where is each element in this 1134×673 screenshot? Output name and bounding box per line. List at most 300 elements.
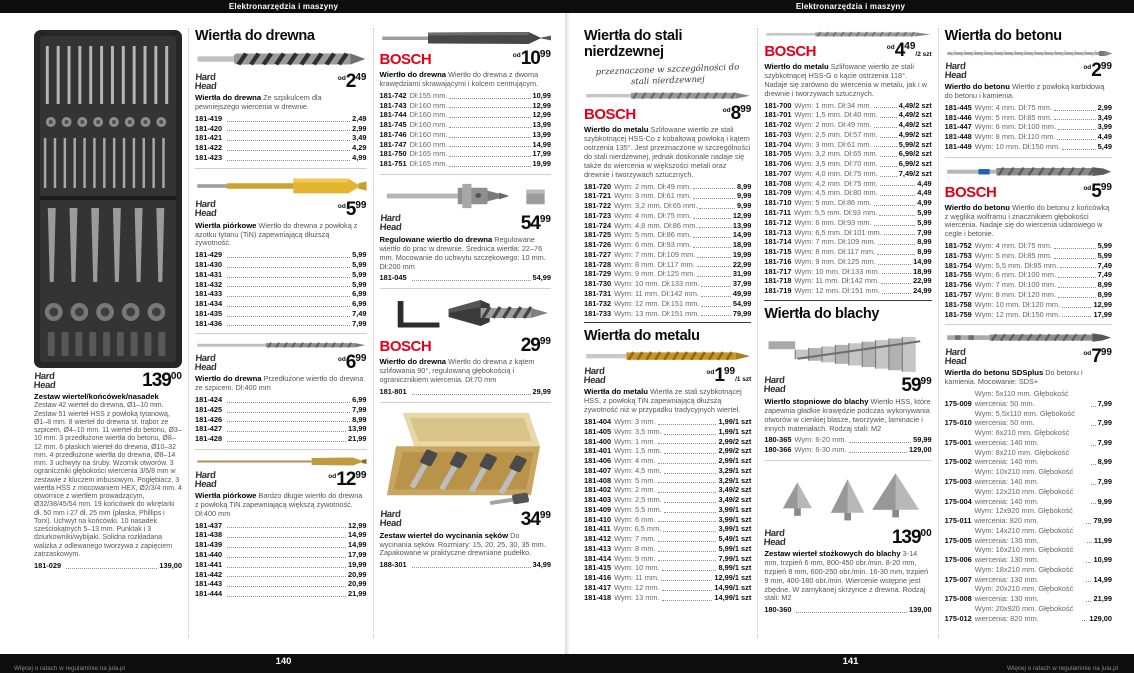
- table-row: [764, 445, 931, 455]
- article-price: 14,99: [532, 139, 551, 149]
- table-row: [380, 91, 552, 101]
- table-row: [764, 208, 931, 218]
- hardhead-logo: [194, 201, 217, 218]
- dot-leader: [664, 512, 717, 513]
- table-row: [584, 593, 751, 603]
- article-number: 181-718: [764, 276, 792, 286]
- article-price: 5,99: [917, 217, 932, 227]
- hardhead-logo: [194, 352, 217, 373]
- dot-leader: [227, 267, 350, 268]
- hardhead-logo: [944, 60, 967, 81]
- article-number: 181-711: [764, 207, 792, 217]
- article-number: 181-426: [195, 414, 223, 424]
- hardhead-logo-line1: Hard: [194, 469, 216, 481]
- price-cents: 99: [920, 375, 932, 387]
- product-description: [764, 549, 931, 603]
- article-price: 13,99: [348, 424, 367, 434]
- dot-leader: [449, 107, 530, 108]
- dot-leader: [878, 244, 916, 245]
- article-spec: Wym: 11 mm. Dł:142 mm.: [614, 289, 699, 299]
- price-prefix: od: [1083, 184, 1092, 192]
- table-row: [764, 267, 931, 277]
- table-row: [584, 191, 751, 201]
- table-row: [945, 584, 1112, 604]
- product-title: Regulowane wiertło do drewna: [379, 234, 493, 244]
- product-title: Wiertła do metalu: [584, 387, 649, 397]
- article-spec: Wym: 4,5 mm.: [614, 465, 662, 475]
- table-row: [584, 505, 751, 515]
- article-spec: Wym: 4 mm. Dł:75 mm.: [614, 210, 692, 220]
- article-price: 3,99/1 szt: [718, 504, 752, 514]
- article-price: 8,99: [352, 414, 367, 424]
- dot-leader: [697, 276, 730, 277]
- price-prefix: od: [337, 75, 346, 82]
- article-price: 4,49: [1097, 132, 1112, 142]
- article-price: 7,99: [352, 318, 367, 328]
- dot-leader: [227, 412, 350, 413]
- price-tag: [1083, 347, 1112, 366]
- article-number: 181-752: [944, 241, 972, 251]
- article-spec: Wym: 4,2 mm. Dł:75 mm.: [794, 178, 878, 188]
- dot-leader: [662, 590, 713, 591]
- brand-price-row: [380, 510, 552, 529]
- article-price: 1,99/1 szt: [718, 416, 752, 426]
- table-row: [584, 201, 751, 211]
- article-number: 181-440: [195, 549, 223, 559]
- table-row: [764, 179, 931, 189]
- price-tag: [521, 510, 551, 529]
- bosch-logo: BOSCH: [379, 51, 432, 68]
- article-number: 175-012: [944, 613, 972, 623]
- article-spec: Wym: 5,5 mm. Dł:85 mm.: [974, 260, 1059, 270]
- article-number: 181-719: [764, 286, 792, 296]
- article-number: 181-416: [584, 573, 612, 583]
- dot-leader: [412, 394, 531, 395]
- article-number: 181-704: [764, 139, 792, 149]
- article-spec: Wym: 11 mm.: [614, 573, 660, 583]
- product-title: Wiertła do betonu SDSplus: [944, 368, 1044, 378]
- table-row: [764, 257, 931, 267]
- article-number: 181-801: [379, 386, 407, 396]
- table-row: [584, 309, 751, 319]
- article-spec: Wym: 7 mm. Dł:100 mm.: [974, 280, 1057, 290]
- article-spec: Dł:160 mm.: [409, 100, 448, 110]
- dot-leader: [227, 296, 350, 297]
- dot-leader: [874, 127, 897, 128]
- article-price: 10,99: [1093, 555, 1112, 565]
- dot-leader: [699, 208, 735, 209]
- table-row: [195, 434, 367, 444]
- price-tag: [338, 72, 367, 91]
- hardhead-logo-line2: Head: [944, 69, 967, 81]
- table-row: [584, 583, 751, 593]
- article-price: 5,99: [1097, 241, 1112, 251]
- table-row: [195, 415, 367, 425]
- dot-leader: [1060, 267, 1096, 268]
- table-row: [195, 270, 367, 280]
- table-row: [195, 280, 367, 290]
- table-row: [195, 319, 367, 329]
- article-price: 17,99: [1093, 309, 1112, 319]
- article-price: 8,99: [917, 237, 932, 247]
- article-number: 181-725: [584, 230, 612, 240]
- brand-price-row: [380, 214, 552, 233]
- bosch-logo: BOSCH: [764, 43, 816, 60]
- table-row: [584, 427, 751, 437]
- article-number: 181-747: [379, 139, 407, 149]
- table-row: [380, 387, 552, 397]
- table-row: [195, 521, 367, 531]
- hardhead-logo-line2: Head: [583, 374, 606, 386]
- article-price: 7,99: [1097, 398, 1112, 408]
- dot-leader: [663, 531, 716, 532]
- article-number: 181-727: [584, 249, 612, 259]
- table-row: [380, 273, 552, 283]
- article-spec: Wym: 6,5 mm.: [613, 524, 662, 534]
- price-cents: 99: [740, 104, 752, 116]
- step-drill-image: [764, 327, 931, 373]
- table-row: [764, 237, 931, 247]
- price-cents: 49: [355, 72, 367, 83]
- article-spec: Wym: 2,5 mm. Dł:57 mm.: [794, 129, 878, 139]
- product-title: Wiertło do betonu: [944, 202, 1010, 212]
- table-row: [945, 142, 1112, 152]
- dot-leader: [658, 492, 717, 493]
- article-price: 7,99: [1097, 418, 1112, 428]
- article-number: 181-705: [764, 149, 792, 159]
- product-description-text: Do betonu i kamienia. Mocowanie: SDS+: [944, 368, 1083, 387]
- article-rows: [764, 605, 931, 615]
- article-spec: Wym: 4,5 mm. Dł:80 mm.: [794, 188, 878, 198]
- article-price: 5,49: [1097, 141, 1112, 151]
- price-whole: 54: [520, 212, 540, 234]
- article-price: 2,99/2 szt: [718, 446, 752, 456]
- table-row: [195, 395, 367, 405]
- product-description-text: Do wycinania sęków. Rozmiary: 15, 20, 25, 30, 35 mm. Zapakowane w praktyczne drewniane pudełko.: [379, 530, 546, 558]
- dot-leader: [697, 257, 730, 258]
- countersink-image: [380, 295, 552, 333]
- dot-leader: [874, 225, 916, 226]
- product-block: [195, 333, 367, 444]
- spade-gold-long-image: [195, 456, 367, 467]
- table-row: [584, 289, 751, 299]
- article-number: 175-009: [944, 398, 972, 408]
- dot-leader: [658, 521, 717, 522]
- hardhead-logo-line1: Hard: [944, 60, 966, 72]
- article-rows: [195, 114, 367, 163]
- price-whole: 7: [1091, 346, 1101, 368]
- article-number: 181-403: [584, 495, 612, 505]
- article-number: 181-448: [944, 132, 972, 142]
- article-price: 139,00: [159, 561, 182, 570]
- hardhead-logo-line2: Head: [378, 222, 402, 234]
- article-price: 5,99: [352, 260, 367, 270]
- article-price: 5,99/1 szt: [718, 543, 752, 553]
- article-price: 2,99/1 szt: [718, 456, 752, 466]
- article-rows: [945, 389, 1112, 623]
- article-spec: Dł:165 mm.: [409, 159, 448, 169]
- table-row: [945, 132, 1112, 142]
- article-spec: Wym: 3,2 mm. Dł:65 mm.: [614, 201, 698, 211]
- article-number: 181-414: [584, 553, 612, 563]
- hardhead-logo: [379, 511, 402, 528]
- table-row: [195, 570, 367, 580]
- price-whole: 12: [336, 469, 356, 491]
- article-spec: Wym: 8 mm. Dł:110 mm.: [974, 132, 1056, 142]
- dot-leader: [880, 166, 897, 167]
- article-price: 7,99: [1097, 437, 1112, 447]
- article-spec: Wym: 7 mm. Dł:109 mm.: [794, 237, 876, 247]
- product-block: [584, 349, 751, 602]
- article-number: 181-742: [379, 90, 407, 100]
- article-spec: Wym: 4 mm.: [614, 456, 656, 466]
- product-block: [380, 30, 552, 169]
- page-141: [567, 13, 1134, 654]
- table-row: [764, 130, 931, 140]
- product-title: Wiertło do metalu: [764, 62, 829, 71]
- catalog-column: [578, 28, 757, 638]
- article-price: 21,99: [1093, 594, 1112, 604]
- product-description-text: Bardzo długie wiertło do drewna z powłoką TiN zapewniającą większą żywotność. Dł:400 mm: [195, 491, 363, 518]
- article-price: 3,99/1 szt: [718, 514, 752, 524]
- product-block: [380, 288, 552, 396]
- article-price: 19,99: [532, 159, 551, 169]
- hardhead-logo-line2: Head: [194, 478, 217, 490]
- article-spec: Wym: 10x210 mm. Głębokość wiercenia: 140 mm.: [974, 467, 1074, 486]
- article-spec: Wym: 1 mm. Dł:34 mm.: [794, 100, 872, 110]
- article-price: 8,99: [736, 181, 752, 191]
- price-whole: 34: [520, 508, 540, 530]
- article-spec: Wym: 6 mm. Dł:93 mm.: [794, 217, 872, 227]
- product-description: [380, 70, 552, 89]
- table-row: [945, 122, 1112, 132]
- article-price: 7,49/2 szt: [898, 168, 932, 178]
- dot-leader: [880, 117, 897, 118]
- table-row: [584, 466, 751, 476]
- article-spec: Dł:165 mm.: [409, 149, 448, 159]
- catalog-column: [188, 28, 373, 638]
- concrete-long-image: [945, 49, 1112, 58]
- article-number: 188-301: [379, 560, 407, 570]
- dot-leader: [449, 156, 530, 157]
- price-whole: 59: [901, 374, 921, 396]
- price-cents: 99: [1100, 347, 1112, 359]
- article-price: 14,99/1 szt: [714, 592, 752, 602]
- article-rows: [380, 91, 552, 169]
- price-tag: [338, 200, 367, 219]
- price-whole: 2: [345, 71, 356, 92]
- price-tag: [892, 528, 932, 547]
- article-number: 181-712: [764, 217, 792, 227]
- product-description: [584, 387, 751, 415]
- table-row: [584, 240, 751, 250]
- article-number: 181-433: [195, 289, 223, 299]
- product-description: [380, 235, 552, 272]
- article-price: 14,99: [348, 540, 367, 550]
- article-price: 9,99: [736, 201, 752, 211]
- table-row: [584, 182, 751, 192]
- article-price: 4,49/2 szt: [898, 100, 932, 110]
- article-spec: Wym: 3,5 mm. Dł:70 mm.: [794, 159, 878, 169]
- article-number: 181-745: [379, 120, 407, 130]
- dot-leader: [880, 176, 897, 177]
- article-spec: Wym: 1,5 mm. Dł:40 mm.: [794, 110, 878, 120]
- table-row: [945, 103, 1112, 113]
- article-number: 181-406: [584, 456, 612, 466]
- table-row: [380, 159, 552, 169]
- dot-leader: [66, 568, 157, 569]
- adjustable-image: [380, 181, 552, 211]
- article-price: 7,99/1 szt: [718, 553, 752, 563]
- price-whole: 2: [1091, 60, 1101, 81]
- article-spec: Wym: 5 mm. Dł:85 mm.: [974, 112, 1052, 122]
- dot-leader: [1054, 258, 1096, 259]
- article-price: 29,99: [532, 386, 551, 396]
- dot-leader: [1086, 523, 1091, 524]
- article-price: 5,99: [352, 250, 367, 260]
- table-row: [195, 579, 367, 589]
- table-row: [195, 309, 367, 319]
- dot-leader: [227, 140, 350, 141]
- article-spec: Wym: 8 mm. Dł:117 mm.: [794, 247, 876, 257]
- article-number: 181-733: [584, 308, 612, 318]
- product-description-text: Ze szpikulcem dla pewniejszego wiercenia w drewnie.: [195, 93, 322, 111]
- article-number: 181-757: [944, 290, 972, 299]
- price-cents: 99: [539, 213, 551, 225]
- price-prefix: od: [722, 107, 731, 115]
- article-number: 181-413: [584, 543, 612, 553]
- article-price: 14,99: [348, 530, 367, 540]
- product-description-text: Wiertło do betonu z końcówką z węglika wolframu i znacznikiem głębokości wiercenia. Nadaje się do wiercenia udarowego w cegle i betonie.: [944, 202, 1110, 239]
- product-block: [945, 157, 1112, 320]
- article-number: 175-001: [944, 437, 972, 447]
- article-number: 181-708: [764, 178, 792, 188]
- article-number: 181-422: [195, 143, 223, 153]
- article-number: 175-007: [944, 574, 972, 584]
- article-spec: Wym: 13 mm. Dł:151 mm.: [614, 308, 700, 318]
- price-tag: [521, 336, 551, 355]
- article-number: 181-723: [584, 210, 612, 220]
- hardhead-logo-line1: Hard: [194, 199, 216, 211]
- dot-leader: [227, 257, 350, 258]
- dot-leader: [658, 443, 717, 444]
- page-140: [0, 13, 567, 654]
- table-row: [380, 140, 552, 150]
- table-row: [764, 110, 931, 120]
- article-number: 181-415: [584, 563, 612, 573]
- article-price: 14,99: [1093, 574, 1112, 584]
- table-row: [380, 560, 552, 570]
- price-cents: 99: [355, 470, 367, 482]
- article-number: 175-003: [944, 476, 972, 486]
- article-price: 5,99: [917, 207, 932, 217]
- hardhead-logo-line2: Head: [194, 361, 217, 373]
- article-number: 181-717: [764, 266, 792, 276]
- product-description: [764, 62, 931, 99]
- wood-drill-image: [195, 49, 367, 69]
- article-number: 181-412: [584, 534, 612, 544]
- table-row: [945, 270, 1112, 280]
- article-price: 22,99: [732, 259, 752, 269]
- article-spec: Wym: 6 mm.: [614, 514, 656, 524]
- article-price: 8,99: [917, 247, 932, 257]
- hardhead-logo-line1: Hard: [379, 213, 401, 225]
- dot-leader: [227, 306, 350, 307]
- price-whole: 29: [520, 335, 540, 357]
- bosch-logo: BOSCH: [379, 338, 432, 356]
- article-number: 181-726: [584, 240, 612, 250]
- article-rows: [195, 521, 367, 599]
- section-heading: Wiertła do metalu: [584, 322, 751, 344]
- hardhead-logo-line2: Head: [194, 80, 217, 92]
- price-cents: 00: [170, 371, 182, 382]
- article-number: 181-743: [379, 100, 407, 110]
- article-spec: Wym: 6x210 mm. Głębokość wiercenia: 140 mm.: [974, 428, 1070, 447]
- table-row: [945, 409, 1112, 429]
- hardhead-logo-line2: Head: [944, 355, 967, 367]
- table-row: [764, 188, 931, 198]
- article-spec: Wym: 2 mm.: [614, 485, 656, 495]
- hardhead-logo: [763, 527, 787, 548]
- table-row: [945, 545, 1112, 565]
- hardhead-logo: [944, 346, 967, 367]
- sds-drill-image: [945, 331, 1112, 344]
- brand-price-row: [195, 470, 367, 489]
- article-number: 175-005: [944, 535, 972, 545]
- article-spec: Wym: 3 mm.: [614, 416, 656, 426]
- product-title: Zestaw wierteł do wycinania sęków: [379, 530, 509, 540]
- dot-leader: [882, 273, 911, 274]
- article-spec: Wym: 6 mm. Dł:100 mm.: [974, 122, 1057, 132]
- price-cents: 99: [1100, 61, 1112, 72]
- table-row: [380, 130, 552, 140]
- hardhead-logo: [194, 71, 217, 92]
- price-whole: 6: [345, 352, 356, 374]
- article-number: 181-746: [379, 129, 407, 139]
- article-spec: Dł:160 mm.: [409, 120, 448, 130]
- article-rows: [380, 273, 552, 283]
- hardhead-logo-line2: Head: [194, 207, 217, 219]
- article-price: 4,99/2 szt: [898, 129, 932, 139]
- article-price: 4,49: [917, 178, 932, 188]
- article-number: 181-418: [584, 592, 612, 602]
- article-price: 20,99: [348, 579, 367, 589]
- dot-leader: [227, 557, 346, 558]
- brand-price-row: [195, 200, 367, 219]
- table-row: [195, 560, 367, 570]
- product-block: [764, 460, 931, 615]
- table-row: [584, 563, 751, 573]
- article-spec: Wym: 14x210 mm. Głębokość wiercenia: 130 mm.: [974, 525, 1074, 545]
- price-whole: 5: [345, 198, 356, 220]
- article-spec: Wym: 9 mm. Dł:125 mm.: [794, 256, 876, 266]
- article-price: 59,99: [913, 435, 932, 445]
- article-number: 181-428: [195, 434, 223, 444]
- article-price: 10,99: [532, 90, 551, 100]
- article-number: 181-407: [584, 465, 612, 475]
- brand-price-row: [945, 182, 1112, 201]
- product-description-text: Szlifowane wiertło ze stali szybkotnącej HSS-G o kącie ostrzenia 118°. Nadaje się zarówno do wiercenia w metalu, jak i w drewnie i tworzywach sztucznych.: [764, 62, 927, 98]
- note-line2: stali nierdzewnej: [630, 74, 705, 87]
- price-tag: [901, 376, 931, 395]
- table-row: [945, 290, 1112, 300]
- handwritten-note: [584, 62, 752, 89]
- product-description-text: 3-14 mm, trzpień 6 mm, 800-450 obr./min. 8-20 mm, trzpień 8 mm, 600-250 obr./min. 16-30 mm, trzpień 9 mm, 400-180 obr./min. Wiercenie wstępne jest zbędne. W zamykanej skrzynce z drewna. Rodzaj stali: M2: [764, 548, 929, 603]
- article-spec: Wym: 4 mm. Dł:75 mm.: [974, 241, 1052, 251]
- article-price: 6,99: [352, 289, 367, 299]
- metal-thin-image: [764, 30, 931, 38]
- article-number: 181-401: [584, 446, 612, 456]
